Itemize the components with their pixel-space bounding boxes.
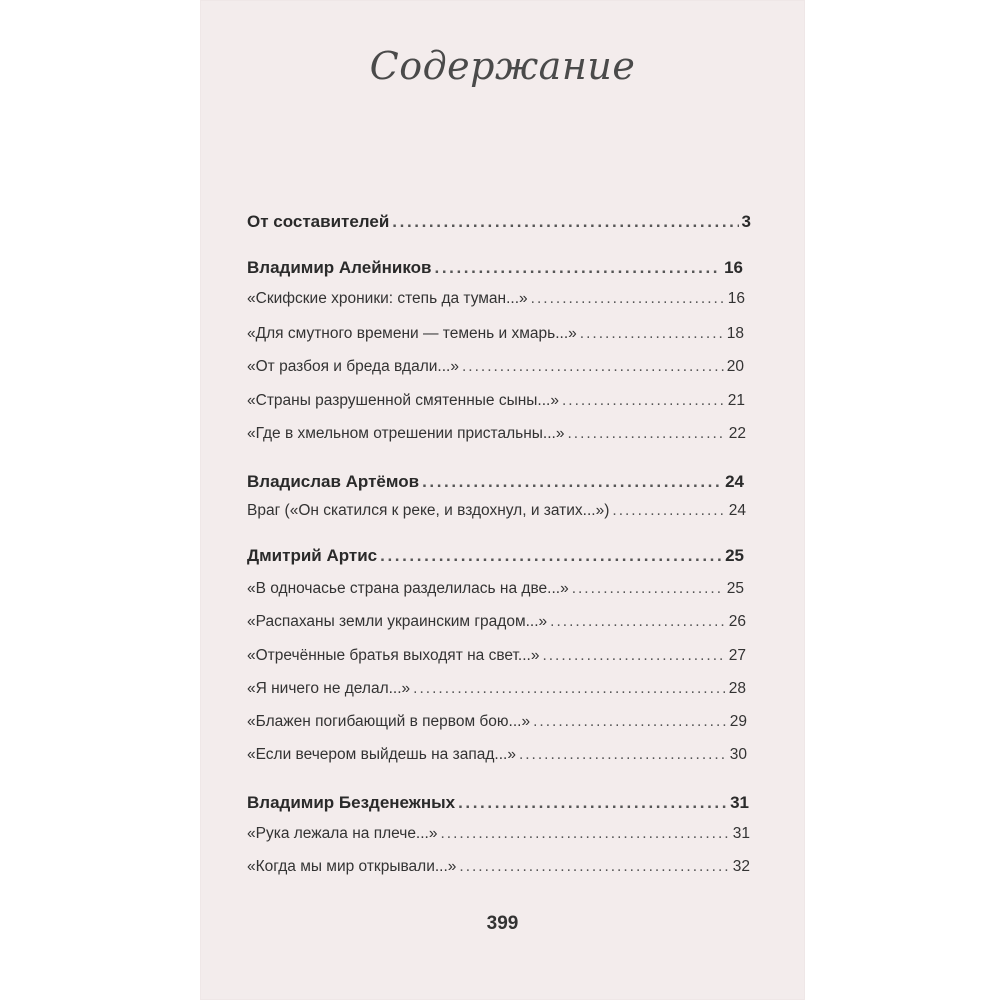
toc-poem	[247, 746, 747, 764]
toc-poem-page: 18	[726, 325, 744, 342]
dot-leader	[435, 258, 722, 278]
toc-author-artis	[247, 546, 744, 566]
toc-poem	[247, 825, 750, 843]
dot-leader	[533, 713, 727, 731]
dot-leader	[562, 392, 725, 410]
page-title: Содержание	[369, 44, 636, 88]
toc-poem-title: «Я ничего не делал...»	[247, 680, 411, 697]
toc-entry-page: 3	[741, 212, 751, 231]
toc-author-name: Дмитрий Артис	[247, 546, 378, 565]
toc-author-bezdenezhnykh	[247, 793, 749, 813]
dot-leader	[519, 746, 727, 764]
toc-author-name: Владимир Безденежных	[247, 793, 456, 812]
toc-poem-page: 25	[726, 580, 744, 597]
toc-poem	[247, 358, 744, 376]
toc-poem-page: 31	[732, 825, 750, 842]
toc-poem-title: Враг («Он скатился к реке, и вздохнул, и затих...»)	[247, 502, 610, 519]
dot-leader	[572, 580, 724, 598]
toc-poem	[247, 290, 745, 308]
toc-poem	[247, 325, 744, 343]
toc-author-name: Владислав Артёмов	[247, 472, 420, 491]
toc-poem-title: «От разбоя и бреда вдали...»	[247, 358, 459, 375]
toc-poem-page: 16	[727, 290, 745, 307]
dot-leader	[458, 793, 727, 813]
toc-poem	[247, 580, 744, 598]
dot-leader	[580, 325, 724, 343]
toc-poem-page: 22	[728, 425, 746, 442]
toc-poem	[247, 680, 746, 698]
toc-poem	[247, 858, 750, 876]
dot-leader	[531, 290, 725, 308]
dot-leader	[459, 858, 729, 876]
dot-leader	[392, 212, 738, 232]
toc-poem-page: 21	[727, 392, 745, 409]
toc-poem-page: 27	[728, 647, 746, 664]
dot-leader	[380, 546, 722, 566]
toc-poem	[247, 502, 746, 520]
book-page	[200, 0, 805, 1000]
toc-poem-title: «В одночасье страна разделилась на две...»	[247, 580, 569, 597]
toc-poem	[247, 392, 745, 410]
toc-poem-title: «Страны разрушенной смятенные сыны...»	[247, 392, 559, 409]
page-number: 399	[486, 913, 519, 934]
toc-poem-title: «Скифские хроники: степь да туман...»	[247, 290, 528, 307]
toc-author-name: Владимир Алейников	[247, 258, 432, 277]
dot-leader	[567, 425, 725, 443]
toc-poem-page: 32	[732, 858, 750, 875]
toc-poem	[247, 613, 746, 631]
dot-leader	[462, 358, 724, 376]
toc-poem-page: 28	[728, 680, 746, 697]
toc-poem-title: «Блажен погибающий в первом бою...»	[247, 713, 531, 730]
toc-poem-page: 26	[728, 613, 746, 630]
toc-entry-preface	[247, 212, 751, 232]
toc-author-aleinikov	[247, 258, 743, 278]
toc-entry-page: 16	[724, 258, 743, 277]
toc-entry-title: От составителей	[247, 212, 390, 231]
toc-entry-page: 31	[730, 793, 749, 812]
toc-poem-page: 20	[726, 358, 744, 375]
toc-poem-title: «Для смутного времени — темень и хмарь...»	[247, 325, 577, 342]
dot-leader	[413, 680, 726, 698]
toc-poem-title: «Распаханы земли украинским градом...»	[247, 613, 548, 630]
toc-entry-page: 24	[725, 472, 744, 491]
toc-poem-title: «Если вечером выйдешь на запад...»	[247, 746, 516, 763]
dot-leader	[422, 472, 722, 492]
dot-leader	[612, 502, 725, 520]
dot-leader	[550, 613, 726, 631]
toc-poem	[247, 647, 746, 665]
dot-leader	[542, 647, 725, 665]
toc-author-artemov	[247, 472, 744, 492]
toc-poem-page: 30	[729, 746, 747, 763]
toc-poem-page: 24	[728, 502, 746, 519]
toc-poem	[247, 425, 746, 443]
toc-poem	[247, 713, 747, 731]
toc-poem-title: «Отречённые братья выходят на свет...»	[247, 647, 540, 664]
dot-leader	[440, 825, 729, 843]
toc-poem-title: «Рука лежала на плече...»	[247, 825, 438, 842]
toc-entry-page: 25	[725, 546, 744, 565]
toc-poem-page: 29	[729, 713, 747, 730]
toc-poem-title: «Когда мы мир открывали...»	[247, 858, 457, 875]
toc-poem-title: «Где в хмельном отрешении пристальны...»	[247, 425, 565, 442]
